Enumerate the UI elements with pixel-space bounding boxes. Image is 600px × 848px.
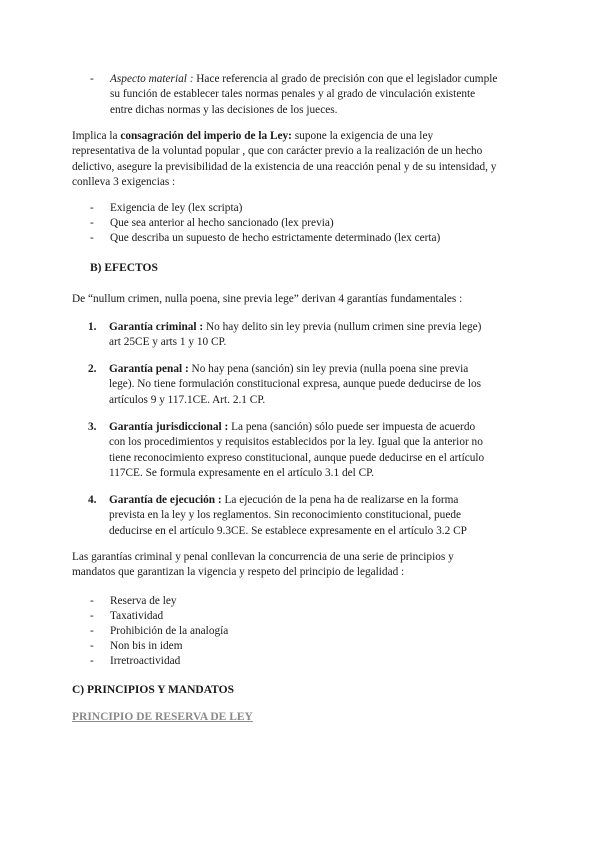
las-garantias-line2: mandatos que garantizan la vigencia y respeto del principio de legalidad : — [72, 566, 405, 579]
de-line: De “nullum crimen, nulla poena, sine previa lege” derivan 4 garantías fundamentales : — [72, 293, 463, 305]
garantia-title: Garantía penal : — [109, 363, 189, 375]
las-garantias-paragraph — [72, 550, 454, 581]
implica-paragraph — [72, 129, 496, 191]
section-c-heading: C) PRINCIPIOS Y MANDATOS — [72, 684, 234, 696]
aspecto-line2: su función de establecer tales normas penales y al grado de vinculación existente — [110, 88, 476, 101]
principio-text: Reserva de ley — [110, 595, 177, 607]
implica-lead: Implica la — [72, 130, 121, 142]
bullet-dash: - — [90, 73, 94, 85]
garantia-number: 4. — [88, 494, 97, 506]
principio-text: Irretroactividad — [110, 655, 181, 667]
las-garantias-line1: Las garantías criminal y penal conllevan la concurrencia de una serie de principios y — [72, 551, 454, 563]
section-b-heading: B) EFECTOS — [90, 262, 158, 274]
implica-line1: supone la exigencia de una ley — [291, 130, 434, 142]
exigencia-text: Exigencia de ley (lex scripta) — [110, 202, 243, 214]
exigencia-text: Que describa un supuesto de hecho estrictamente determinado (lex certa) — [110, 232, 441, 244]
implica-bold: consagración del imperio de la Ley: — [120, 130, 292, 142]
principio-text: Non bis in idem — [110, 640, 183, 652]
implica-line4: conlleva 3 exigencias : — [72, 176, 176, 189]
de-paragraph — [72, 292, 462, 307]
garantia-number: 3. — [88, 421, 97, 433]
garantia-title: Garantía criminal : — [109, 321, 204, 333]
garantia-title: Garantía jurisdiccional : — [109, 421, 229, 433]
document-page: - Aspecto material : Hace referencia al grado de precisión con que el legislador cumple su función de establecer tales normas penales y al grado de vinculación existente entre dichas normas y las decisiones de los jueces. Implica la consagración del imperio de la Ley: supone la exigencia de una ley representativa de la voluntad popular , que con carácter previo a la realización de un hecho delictivo, asegure la previsibilidad de la existencia de una reacción penal y de su intensidad, y conlleva 3 exigencias : - Exigencia de ley (lex scripta) - Que sea anterior al hecho sancionado (lex previa) - Que describa un supuesto de hecho estrictamente determinado (lex certa) B) EFECTOS De “nullum crimen, nulla poena, sine previa lege” derivan 4 garantías fundamentales : 1. Garantía criminal : No hay delito sin ley previa (nullum crimen sine previa lege) art 25CE y arts 1 y 10 CP. 2. Garantía penal : No hay pena (sanción) sin ley previa (nulla poena sine previa lege). No tiene formulación constitucional expresa, aunque puede deducirse de los artículos 9 y 117.1CE. Art. 2.1 CP. 3. Garantía jurisdiccional : La pena (sanción) sólo puede ser impuesta de acuerdo con los procedimientos y requisitos establecidos por la ley. Igual que la anterior no tiene reconocimiento expreso constitucional, aunque puede deducirse en el artículo 117CE. Se formula expresamente en el artículo 3.1 del CP. 4. Garantía de ejecución : La ejecución de la pena ha de realizarse en la forma prevista en la ley y los reglamentos. Sin reconocimiento constitucional, puede deducirse en el artículo 9.3CE. Se establece expresamente en el artículo 3.2 CP Las garantías criminal y penal conllevan la concurrencia de una serie de principios y mandatos que garantizan la vigencia y respeto del principio de legalidad : - Reserva de ley - Taxatividad - Prohibición de la analogía - Non bis in idem - Irretroactividad C) PRINCIPIOS Y MANDATOS PRINCIPIO DE RESERVA DE LEY — [72, 73, 498, 723]
garantia-title: Garantía de ejecución : — [109, 494, 222, 506]
reserva-de-ley-title: PRINCIPIO DE RESERVA DE LEY — [72, 711, 253, 723]
aspecto-label: Aspecto material : — [110, 73, 194, 85]
principio-text: Taxatividad — [110, 610, 164, 622]
exigencia-text: Que sea anterior al hecho sancionado (lex previa) — [110, 217, 334, 229]
aspecto-line1: Hace referencia al grado de precisión con que el legislador cumple — [193, 73, 498, 85]
implica-line2: representativa de la voluntad popular , que con carácter previo a la realización de un hecho — [72, 145, 483, 158]
garantia-number: 2. — [88, 363, 97, 375]
implica-line3: delictivo, asegure la previsibilidad de la existencia de una reacción penal y de su intensidad, y — [72, 160, 497, 173]
aspecto-line3: entre dichas normas y las decisiones de los jueces. — [110, 103, 338, 116]
garantia-number: 1. — [88, 321, 97, 333]
principio-text: Prohibición de la analogía — [110, 625, 229, 637]
